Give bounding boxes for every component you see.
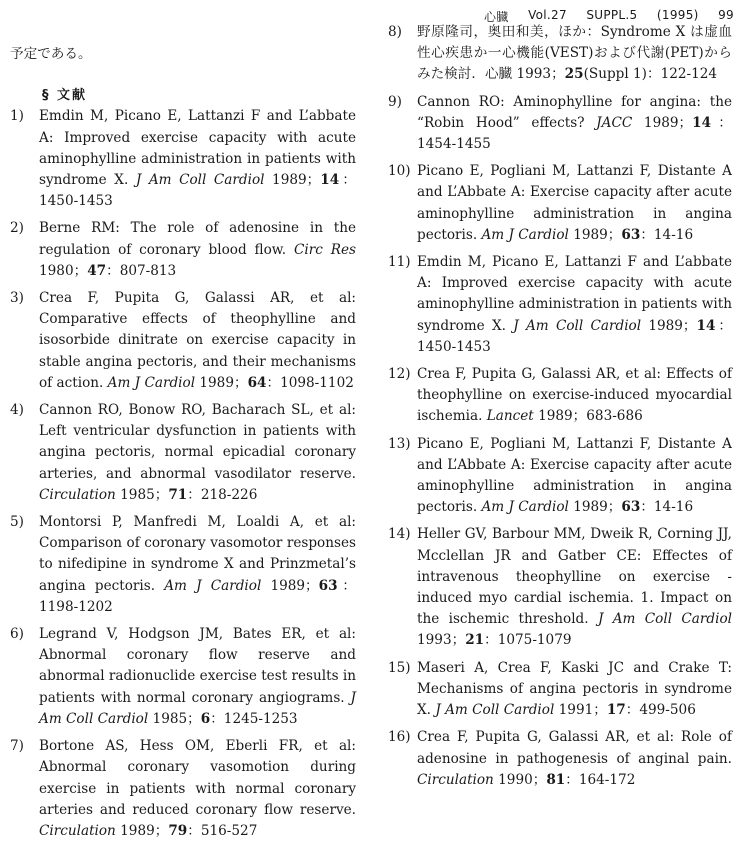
reference-text <box>417 161 732 246</box>
reference-number: 2) <box>10 220 24 237</box>
reference-item <box>388 727 732 791</box>
reference-pages: (Suppl 1)：122-124 <box>583 66 718 83</box>
reference-journal: Lancet <box>486 408 534 425</box>
reference-year: 心臓 1993； <box>484 66 565 83</box>
reference-number: 16) <box>388 729 411 746</box>
reference-text <box>39 736 356 842</box>
right-column <box>388 22 732 797</box>
reference-volume: 47 <box>87 262 107 279</box>
reference-number: 15) <box>388 659 411 676</box>
reference-year: 1993； <box>417 632 466 649</box>
reference-number: 6) <box>10 626 24 643</box>
reference-journal: Am J Cardiol <box>481 226 569 243</box>
reference-number: 1) <box>10 108 24 125</box>
header-journal: 心臓 <box>484 10 509 24</box>
reference-text <box>417 524 732 651</box>
reference-text <box>39 106 356 212</box>
reference-authors-title: Crea F, Pupita G, Galassi AR, et al: Role of adenosine in pathogenesis of anginal pain. <box>417 729 732 767</box>
reference-journal: J Am Coll Cardiol <box>135 172 265 189</box>
reference-year: 1991； <box>554 702 607 719</box>
reference-authors-title: Crea F, Pupita G, Galassi AR, et al: Effects of theophylline on exercise-induced myocardial ischemia. <box>417 366 732 425</box>
reference-year: 1989； <box>261 577 319 594</box>
reference-item <box>10 218 356 282</box>
reference-journal: J Am Coll Cardiol <box>39 689 356 727</box>
reference-volume: 63 <box>621 499 641 516</box>
reference-number: 12) <box>388 366 411 383</box>
reference-number: 13) <box>388 435 411 452</box>
reference-text <box>417 252 732 358</box>
reference-text <box>39 288 356 394</box>
reference-journal: J Am Coll Cardiol <box>513 317 642 334</box>
reference-journal: JACC <box>596 114 633 131</box>
reference-pages: ：1098-1102 <box>266 374 354 391</box>
reference-volume: 14 <box>692 114 712 131</box>
reference-pages: ：1075-1079 <box>484 632 572 649</box>
carryover-text: 予定である。 <box>10 46 92 62</box>
reference-pages: ：14-16 <box>640 499 694 516</box>
reference-text <box>417 658 732 722</box>
reference-item <box>10 288 356 394</box>
reference-text <box>39 400 356 506</box>
reference-volume: 63 <box>621 226 641 243</box>
reference-number: 4) <box>10 402 24 419</box>
reference-volume: 21 <box>465 632 485 649</box>
reference-year: 1989； <box>632 114 693 131</box>
reference-authors-title: Legrand V, Hodgson JM, Bates ER, et al: Abnormal coronary flow reserve and abnormal radionuclide exercise test results in patients with normal coronary angiograms. <box>39 626 356 706</box>
reference-pages: ：516-527 <box>187 822 258 839</box>
reference-pages: ：807-813 <box>106 262 177 279</box>
reference-journal: J Am Coll Cardiol <box>435 702 555 719</box>
reference-pages: 683-686 <box>586 408 643 425</box>
reference-list-left <box>10 106 356 842</box>
reference-volume: 81 <box>546 771 566 788</box>
reference-authors-title: Emdin M, Picano E, Lattanzi F and L’abbate A: Improved exercise capacity with acute aminophylline administration in patients with syndrome X. <box>417 254 732 334</box>
reference-authors-title: Cannon RO, Bonow RO, Bacharach SL, et al: Left ventricular dysfunction in patients with angina pectoris, normal epicadial coronary arteries, and abnormal vasodilator reserve. <box>39 402 356 482</box>
reference-item <box>388 92 732 156</box>
reference-year: 1989； <box>533 408 587 425</box>
reference-pages: ：1454-1455 <box>417 114 732 153</box>
references-heading: § 文献 <box>42 88 88 104</box>
reference-authors-title: Bortone AS, Hess OM, Eberli FR, et al: Abnormal coronary vasomotion during exercise in patients with normal coronary arteries and reduced coronary flow reserve. <box>39 738 356 818</box>
reference-authors-title: Emdin M, Picano E, Lattanzi F and L’abbate A: Improved exercise capacity with acute aminophylline administration in patients with syndrome X. <box>39 108 356 189</box>
reference-authors-title: 野原隆司，奥田和美，ほか：Syndrome X は虚血性心疾患か一心機能(VEST)および代謝(PET)からみた検討． <box>417 24 732 83</box>
reference-text <box>417 434 732 519</box>
reference-volume: 64 <box>247 374 267 391</box>
reference-text <box>39 218 356 282</box>
reference-volume: 14 <box>696 317 716 334</box>
reference-authors-title: Montorsi P, Manfredi M, Loaldi A, et al: Comparison of coronary vasomotor responses to nifedipine in syndrome X and Prinzmetal’s angina pectoris. <box>39 514 356 594</box>
reference-item <box>10 400 356 506</box>
reference-item <box>388 252 732 358</box>
reference-journal: Am J Cardiol <box>107 374 196 391</box>
reference-pages: ：1198-1202 <box>39 577 357 615</box>
reference-list-right <box>388 22 732 791</box>
reference-authors-title: Berne RM: The role of adenosine in the regulation of coronary blood flow. <box>39 220 356 258</box>
reference-text <box>417 727 732 791</box>
reference-item <box>388 524 732 651</box>
reference-year: 1985； <box>148 710 201 727</box>
reference-volume: 14 <box>320 172 340 189</box>
reference-number: 9) <box>388 93 402 110</box>
header-suppl: SUPPL.5 <box>586 8 638 22</box>
left-column <box>10 44 356 848</box>
reference-number: 3) <box>10 290 24 307</box>
reference-number: 11) <box>388 254 411 271</box>
header-year: (1995) <box>656 8 699 22</box>
reference-volume: 6 <box>200 710 211 727</box>
reference-year: 1989； <box>568 499 622 516</box>
reference-year: 1989； <box>568 226 622 243</box>
reference-year: 1989； <box>264 172 321 189</box>
reference-number: 10) <box>388 163 411 180</box>
reference-authors-title: Cannon RO: Aminophylline for angina: the “Robin Hood” effects? <box>417 93 732 131</box>
reference-pages: ：164-172 <box>565 771 636 788</box>
reference-year: 1985； <box>115 486 169 503</box>
reference-item <box>10 512 356 618</box>
header-volume: Vol.27 <box>528 8 567 22</box>
reference-text <box>39 512 356 618</box>
reference-item <box>10 736 356 842</box>
reference-year: 1980； <box>39 262 88 279</box>
reference-pages: ：1245-1253 <box>210 710 298 727</box>
reference-year: 1990； <box>493 771 547 788</box>
reference-authors-title: Maseri A, Crea F, Kaski JC and Crake T: Mechanisms of angina pectoris in syndrome X. <box>417 659 732 719</box>
reference-number: 5) <box>10 514 24 531</box>
reference-journal: Am J Cardiol <box>481 499 569 516</box>
reference-volume: 17 <box>606 702 626 719</box>
reference-pages: ：14-16 <box>640 226 694 243</box>
reference-text <box>417 22 732 86</box>
reference-number: 14) <box>388 526 411 543</box>
reference-item <box>10 624 356 730</box>
reference-authors-title: Crea F, Pupita G, Galassi AR, et al: Comparative effects of theophylline and isosorbide dinitrate on exercise capacity in stable angina pectoris, and their mechanisms of action. <box>39 290 356 391</box>
reference-journal: Am J Cardiol <box>164 577 262 594</box>
reference-text <box>417 92 732 156</box>
reference-item <box>10 106 356 212</box>
reference-journal: J Am Coll Cardiol <box>597 611 732 628</box>
reference-item <box>388 658 732 722</box>
reference-number: 8) <box>388 24 402 40</box>
reference-pages: ：499-506 <box>625 702 696 719</box>
reference-year: 1989； <box>195 374 248 391</box>
reference-volume: 79 <box>168 822 188 839</box>
reference-year: 1989； <box>115 822 169 839</box>
reference-journal: Circulation <box>39 822 116 839</box>
reference-text <box>39 624 356 730</box>
reference-item <box>388 22 732 86</box>
reference-item <box>388 364 732 428</box>
reference-volume: 71 <box>168 486 188 503</box>
reference-number: 7) <box>10 738 24 755</box>
reference-volume: 63 <box>318 577 338 594</box>
reference-pages: ：1450-1453 <box>417 317 732 355</box>
reference-pages: ：1450-1453 <box>39 172 356 210</box>
reference-journal: Circulation <box>417 771 494 788</box>
reference-pages: ：218-226 <box>187 486 258 503</box>
reference-authors-title: Picano E, Pogliani M, Lattanzi F, Distante A and L’Abbate A: Exercise capacity after acute aminophylline administration in angina pectoris. <box>417 435 732 516</box>
reference-year: 1989； <box>641 317 697 334</box>
reference-authors-title: Heller GV, Barbour MM, Dweik R, Corning JJ, Mcclellan JR and Gatber CE: Effectes of intravenous theophylline on exercise - induced myo cardial ischemia. 1. Impact on the ischemic threshold. <box>417 526 732 628</box>
reference-journal: Circulation <box>39 486 116 503</box>
reference-item <box>388 434 732 519</box>
reference-authors-title: Picano E, Pogliani M, Lattanzi F, Distante A and L’Abbate A: Exercise capacity after acute aminophylline administration in angina pectoris. <box>417 163 732 243</box>
reference-item <box>388 161 732 246</box>
reference-journal: Circ Res <box>294 241 357 258</box>
page-number: 99 <box>718 8 734 22</box>
reference-volume: 25 <box>564 66 584 83</box>
reference-text <box>417 364 732 428</box>
